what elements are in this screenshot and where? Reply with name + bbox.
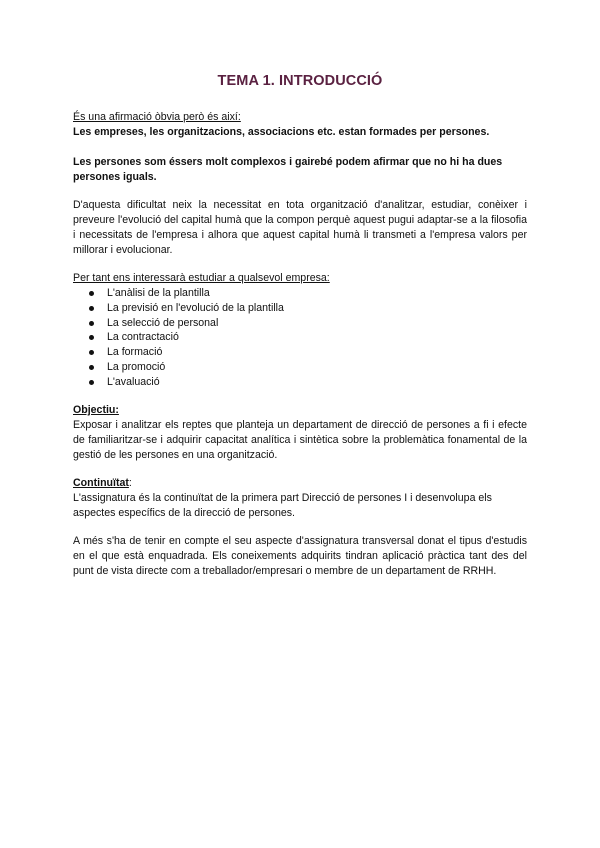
bullet-icon <box>89 335 94 340</box>
intro-section <box>73 110 527 140</box>
objective-section <box>73 403 527 463</box>
intro-statement: Les empreses, les organitzacions, associacions etc. estan formades per persones. <box>73 126 490 138</box>
study-heading: Per tant ens interessarà estudiar a qualsevol empresa: <box>73 272 330 284</box>
list-item: L'anàlisi de la plantilla <box>73 286 527 301</box>
bullet-icon <box>89 365 94 370</box>
closing-section <box>73 534 527 579</box>
study-section <box>73 271 527 390</box>
bullet-icon <box>89 380 94 385</box>
page-title: TEMA 1. INTRODUCCIÓ <box>217 73 383 89</box>
list-item: La contractació <box>73 330 527 345</box>
list-item: L'avaluació <box>73 375 527 390</box>
bullet-icon <box>89 350 94 355</box>
bullet-icon <box>89 306 94 311</box>
complexity-section <box>73 155 527 185</box>
closing-paragraph: A més s'ha de tenir en compte el seu aspecte d'assignatura transversal donat el tipus d'estudis en el que està enquadrada. Els coneixements adquirits tindran aplicació pràctica tant des del punt de vista directe com a treballador/empresari o membre de un departament de RRHH. <box>73 535 527 577</box>
difficulty-paragraph: D'aquesta dificultat neix la necessitat en tota organització d'analitzar, estudiar, conèixer i preveure l'evolució del capital humà que la compon perquè aquest pugui adaptar-se a la filosofia i necessitats de l'empresa i alhora que aquest capital humà li transmeti a l'empresa valors per millorar i evolucionar. <box>73 199 527 256</box>
list-item: La formació <box>73 345 527 360</box>
objective-text: Exposar i analitzar els reptes que planteja un departament de direcció de persones a fi i efecte de familiaritzar-se i adquirir capacitat analítica i sintètica sobre la problemàtica fonamental de la gestió de les persones en una organització. <box>73 419 527 461</box>
list-item: La previsió en l'evolució de la plantilla <box>73 301 527 316</box>
list-item: La promoció <box>73 360 527 375</box>
objective-heading: Objectiu: <box>73 404 119 416</box>
bullet-icon <box>89 321 94 326</box>
intro-lead: És una afirmació òbvia però és així: <box>73 111 241 123</box>
study-list <box>73 286 527 390</box>
complexity-statement: Les persones som éssers molt complexos i gairebé podem afirmar que no hi ha dues persones iguals. <box>73 156 503 183</box>
bullet-icon <box>89 291 94 296</box>
continuity-heading: Continuïtat <box>73 477 129 489</box>
continuity-colon: : <box>128 477 132 489</box>
list-item: La selecció de personal <box>73 316 527 331</box>
continuity-text: L'assignatura és la continuïtat de la primera part Direcció de persones I i desenvolupa els aspectes específics de la direcció de persones. <box>73 492 492 519</box>
continuity-section <box>73 476 527 521</box>
difficulty-section <box>73 198 527 258</box>
